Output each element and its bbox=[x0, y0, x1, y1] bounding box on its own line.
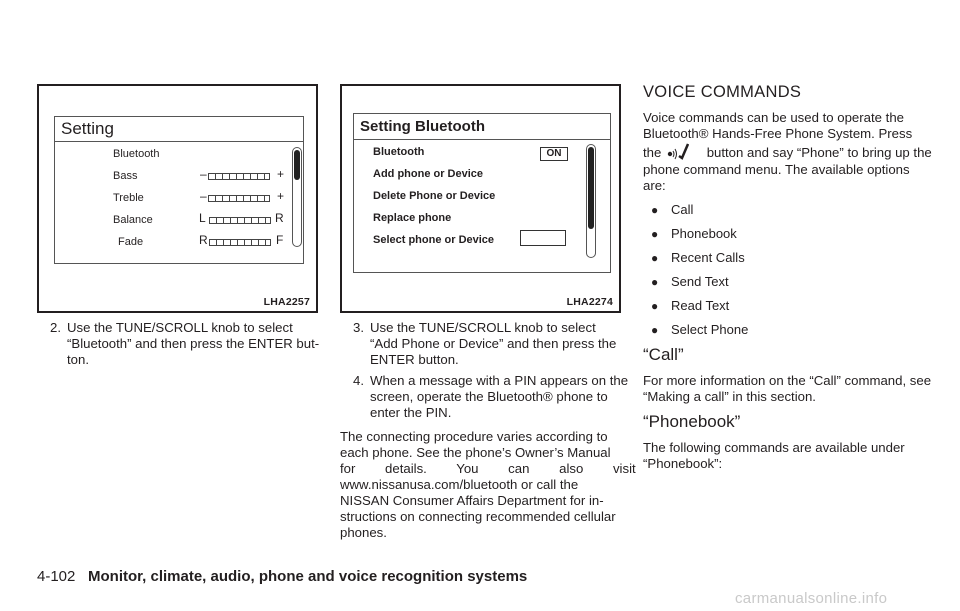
voice-intro-paragraph bbox=[643, 110, 932, 194]
bullet-icon: ● bbox=[651, 299, 659, 313]
treble-plus: + bbox=[277, 189, 285, 203]
option-label: Select Phone bbox=[671, 322, 749, 337]
bullet-icon: ● bbox=[651, 323, 659, 337]
para-line: Voice commands can be used to operate the bbox=[643, 110, 904, 125]
para-line: “Making a call” in this section. bbox=[643, 389, 816, 404]
row-select-phone: Select phone or Device bbox=[373, 234, 495, 246]
para-line: Bluetooth® Hands-Free Phone System. Press bbox=[643, 126, 913, 141]
step-line: “Bluetooth” and then press the ENTER but- bbox=[67, 336, 320, 351]
figure-code: LHA2257 bbox=[263, 296, 310, 308]
bass-minus: – bbox=[200, 167, 207, 181]
row-fade: Fade bbox=[118, 236, 144, 248]
balance-right: R bbox=[275, 211, 284, 225]
step-line: ENTER button. bbox=[370, 352, 459, 367]
bullet-icon: ● bbox=[651, 203, 659, 217]
watermark: carmanualsonline.info bbox=[735, 590, 888, 607]
talk-button-icon bbox=[667, 142, 689, 160]
setting-screen bbox=[54, 116, 304, 264]
para-line: phones. bbox=[340, 525, 387, 540]
step-4 bbox=[353, 373, 629, 423]
page-number: 4-102 bbox=[37, 568, 76, 585]
para-line: For more information on the “Call” command, see bbox=[643, 373, 932, 388]
scrollbar-thumb bbox=[294, 150, 300, 180]
balance-left: L bbox=[199, 211, 206, 225]
para-line: for details. You can also visit bbox=[340, 461, 636, 476]
option-label: Send Text bbox=[671, 274, 729, 289]
row-treble: Treble bbox=[113, 192, 144, 204]
fade-rear: R bbox=[199, 233, 208, 247]
option-label: Call bbox=[671, 202, 694, 217]
step-number: 2. bbox=[50, 320, 61, 335]
screen-title: Setting bbox=[55, 117, 303, 142]
bass-plus: + bbox=[277, 167, 285, 181]
phonebook-paragraph bbox=[643, 440, 933, 472]
row-replace-phone: Replace phone bbox=[373, 212, 452, 224]
step-line: When a message with a PIN appears on the bbox=[370, 373, 629, 388]
bullet-icon: ● bbox=[651, 251, 659, 265]
para-line: NISSAN Consumer Affairs Department for in- bbox=[340, 493, 604, 508]
select-phone-box bbox=[520, 230, 566, 246]
step-line: enter the PIN. bbox=[370, 405, 452, 420]
option-label: Phonebook bbox=[671, 226, 737, 241]
para-line: are: bbox=[643, 178, 666, 193]
step-line: Use the TUNE/SCROLL knob to select bbox=[370, 320, 596, 335]
scrollbar bbox=[586, 144, 596, 258]
step-3 bbox=[353, 320, 623, 370]
para-line: “Phonebook”: bbox=[643, 456, 723, 471]
call-paragraph bbox=[643, 373, 933, 405]
para-line: The following commands are available under bbox=[643, 440, 905, 455]
bullet-icon: ● bbox=[651, 275, 659, 289]
para-line: structions on connecting recommended cellular bbox=[340, 509, 616, 524]
figure-setting-screen bbox=[37, 84, 318, 313]
treble-slider bbox=[208, 195, 270, 202]
step-line: screen, operate the Bluetooth® phone to bbox=[370, 389, 608, 404]
bluetooth-on-indicator bbox=[540, 147, 568, 161]
step-line: Use the TUNE/SCROLL knob to select bbox=[67, 320, 293, 335]
row-balance: Balance bbox=[113, 214, 153, 226]
footer-section-title: Monitor, climate, audio, phone and voice recognition systems bbox=[88, 568, 528, 585]
step-2 bbox=[50, 320, 320, 370]
scrollbar bbox=[292, 147, 302, 247]
bluetooth-state: ON bbox=[546, 148, 562, 159]
fade-slider bbox=[209, 239, 271, 246]
step-line: “Add Phone or Device” and then press the bbox=[370, 336, 617, 351]
fade-front: F bbox=[276, 233, 284, 247]
step-number: 4. bbox=[353, 373, 364, 388]
step-line: ton. bbox=[67, 352, 89, 367]
scrollbar-thumb bbox=[588, 147, 594, 229]
figure-setting-bluetooth-screen bbox=[340, 84, 621, 313]
para-line: www.nissanusa.com/bluetooth or call the bbox=[340, 477, 579, 492]
balance-slider bbox=[209, 217, 271, 224]
para-text: button and say “Phone” to bring up the bbox=[706, 145, 932, 160]
option-label: Read Text bbox=[671, 298, 730, 313]
para-line: phone command menu. The available options bbox=[643, 162, 910, 177]
figure-code: LHA2274 bbox=[566, 296, 613, 308]
subheading-phonebook: “Phonebook” bbox=[643, 412, 741, 431]
screen-title: Setting Bluetooth bbox=[354, 114, 610, 140]
para-text: the bbox=[643, 145, 662, 160]
bullet-icon: ● bbox=[651, 227, 659, 241]
step-number: 3. bbox=[353, 320, 364, 335]
subheading-call: “Call” bbox=[643, 345, 684, 364]
section-heading-voice-commands: VOICE COMMANDS bbox=[643, 83, 802, 101]
bass-slider bbox=[208, 173, 270, 180]
row-bluetooth: Bluetooth bbox=[373, 146, 425, 158]
row-bluetooth: Bluetooth bbox=[113, 148, 160, 160]
row-add-phone: Add phone or Device bbox=[373, 168, 484, 180]
option-label: Recent Calls bbox=[671, 250, 745, 265]
row-delete-phone: Delete Phone or Device bbox=[373, 190, 496, 202]
connecting-procedure-paragraph bbox=[340, 429, 636, 541]
row-bass: Bass bbox=[113, 170, 138, 182]
setting-bluetooth-screen bbox=[353, 113, 611, 273]
para-line: each phone. See the phone’s Owner’s Manual bbox=[340, 445, 611, 460]
treble-minus: – bbox=[200, 189, 207, 203]
para-line-with-icon bbox=[643, 142, 932, 162]
para-line: The connecting procedure varies according to bbox=[340, 429, 608, 444]
